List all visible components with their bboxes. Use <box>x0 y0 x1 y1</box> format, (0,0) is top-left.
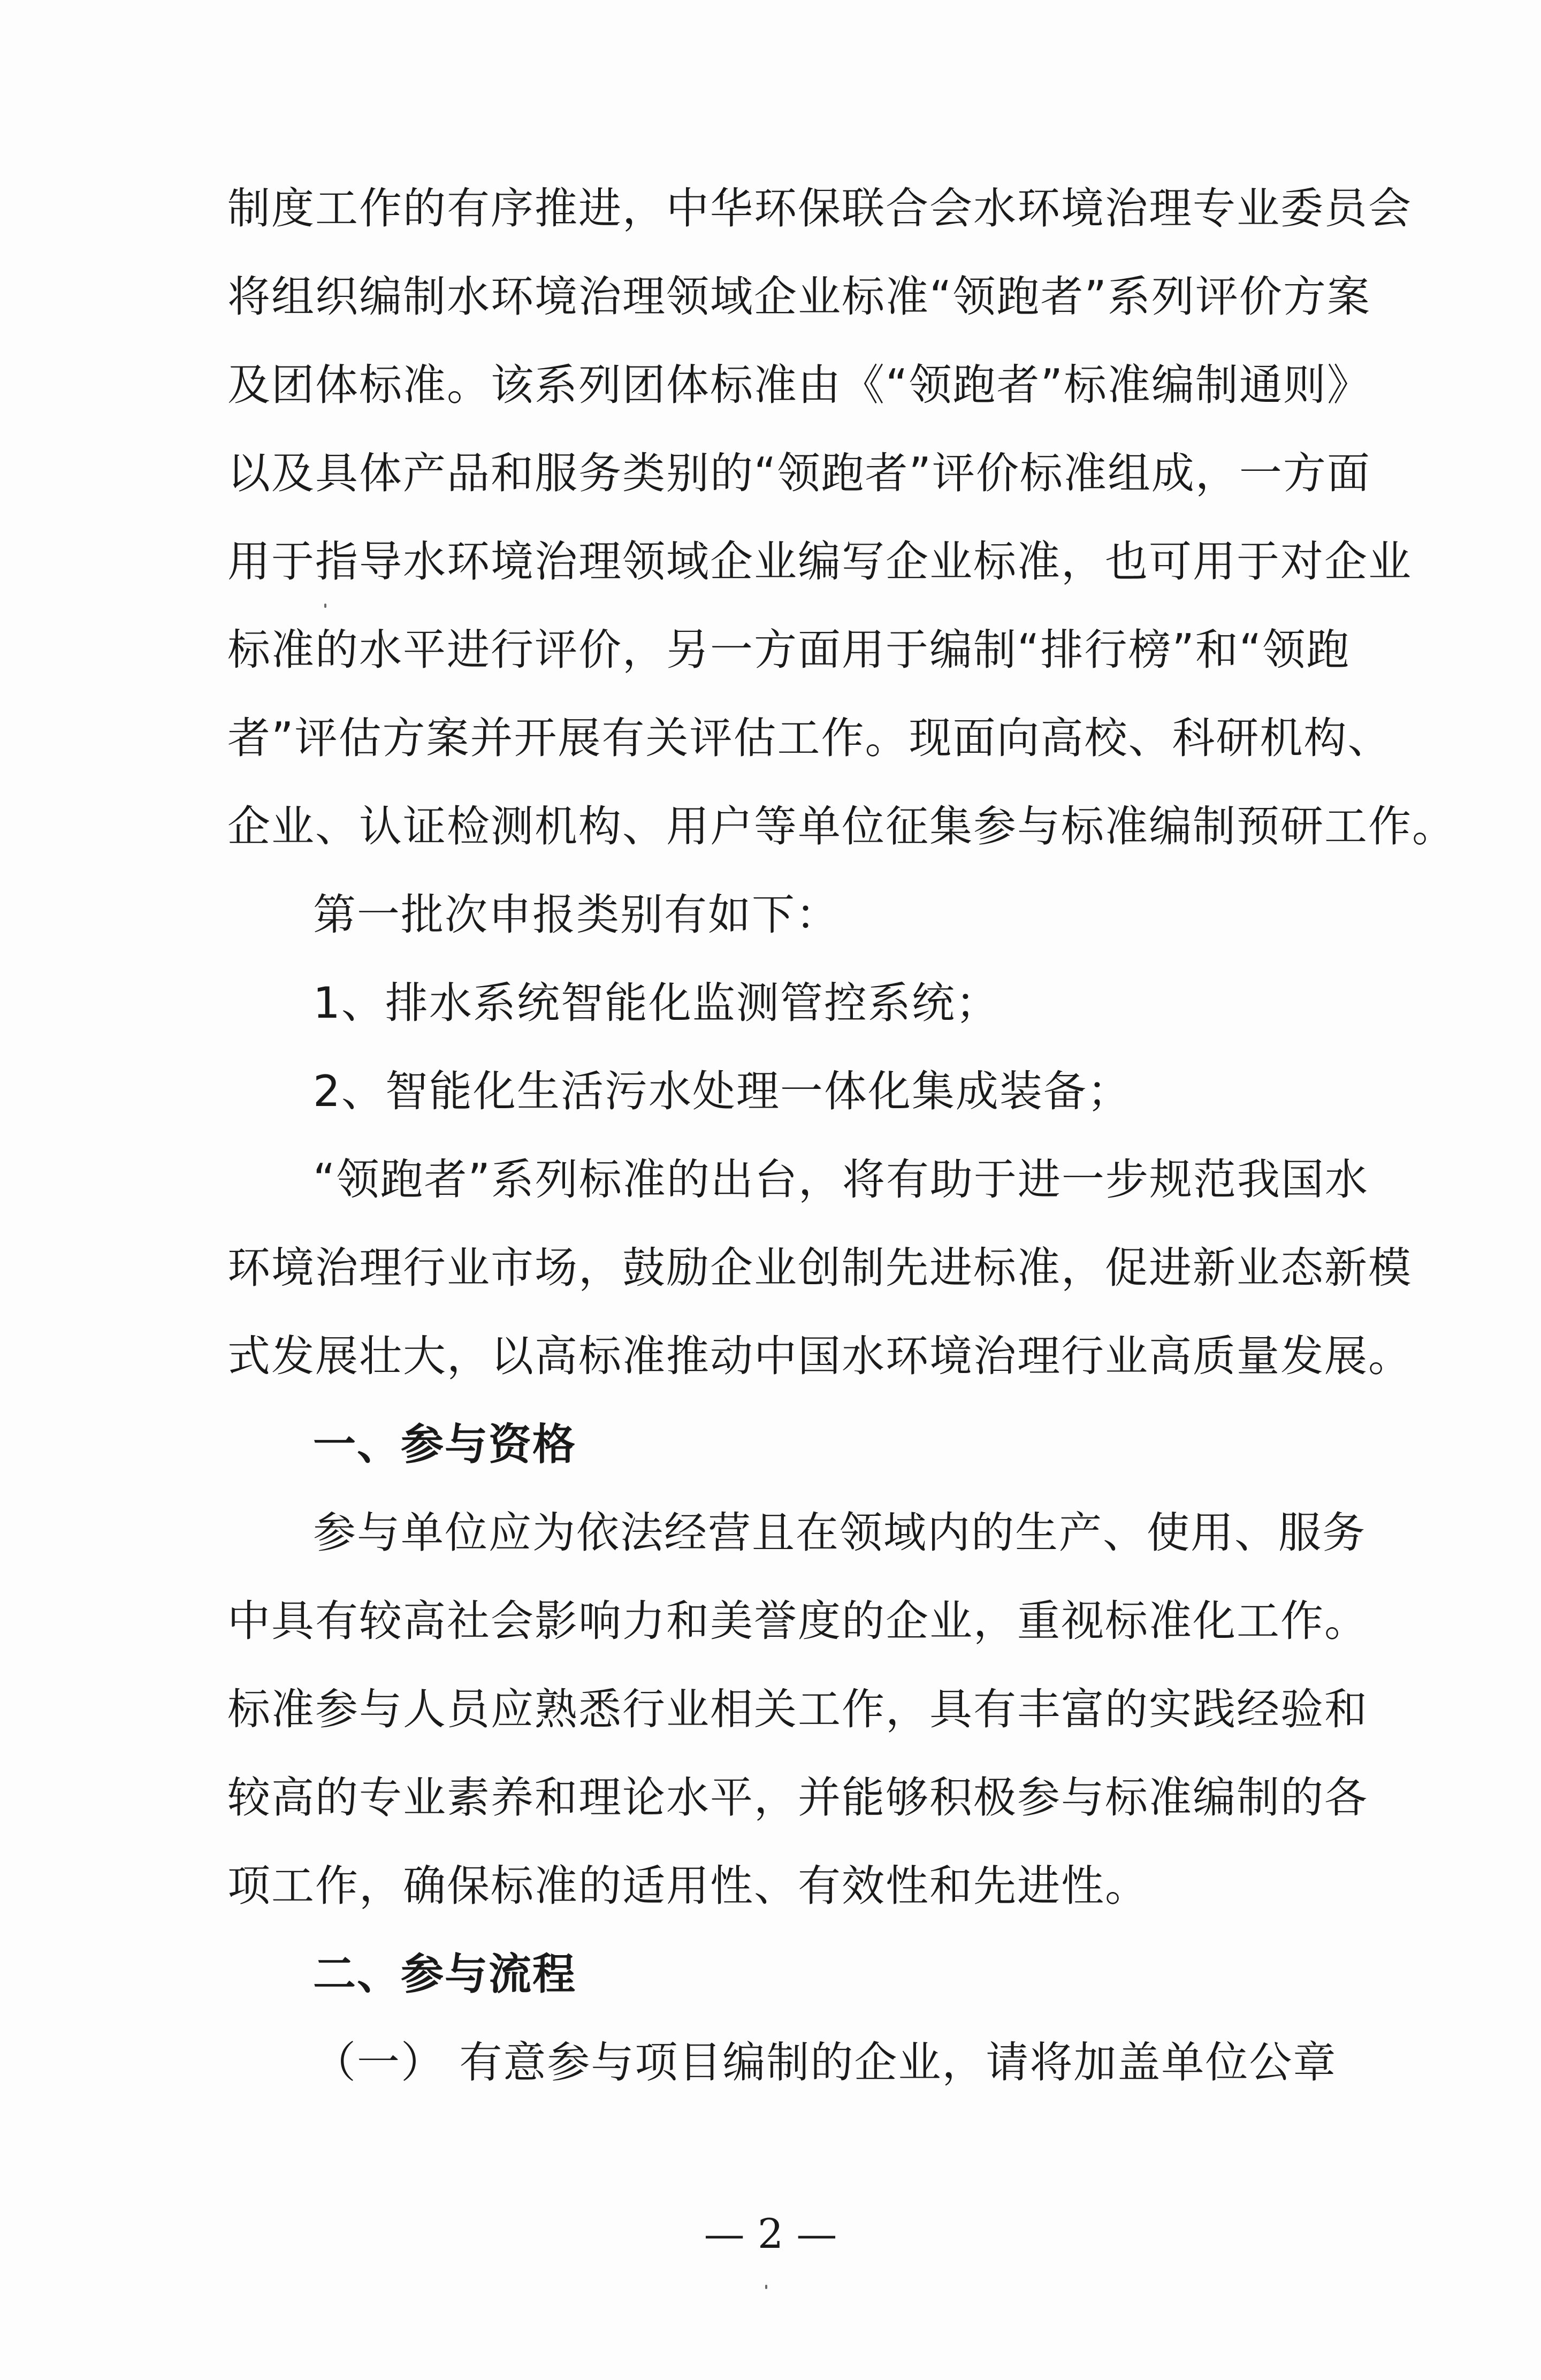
section-heading: 二、参与流程 <box>313 1949 576 1999</box>
body-line: 制度工作的有序推进，中华环保联合会水环境治理专业委员会 <box>227 184 1412 233</box>
body-line: 项工作，确保标准的适用性、有效性和先进性。 <box>227 1861 1149 1911</box>
body-line: 企业、认证检测机构、用户等单位征集参与标准编制预研工作。 <box>227 802 1456 851</box>
body-line: 将组织编制水环境治理领域企业标准“领跑者”系列评价方案 <box>227 272 1371 322</box>
list-item: 1、排水系统智能化监测管控系统； <box>313 978 1000 1028</box>
scan-speck <box>765 2285 767 2289</box>
body-line: （一） 有意参与项目编制的企业，请将加盖单位公章 <box>313 2038 1337 2087</box>
page-number: — 2 — <box>704 2210 837 2257</box>
body-line: 用于指导水环境治理领域企业编写企业标准，也可用于对企业 <box>227 537 1412 586</box>
list-intro: 第一批次申报类别有如下： <box>313 890 840 940</box>
body-line: 参与单位应为依法经营且在领域内的生产、使用、服务 <box>313 1508 1366 1558</box>
scan-speck <box>324 604 326 608</box>
body-line: 标准的水平进行评价，另一方面用于编制“排行榜”和“领跑 <box>227 625 1351 675</box>
body-line: 以及具体产品和服务类别的“领跑者”评价标准组成，一方面 <box>227 448 1371 498</box>
body-line: 较高的专业素养和理论水平，并能够积极参与标准编制的各 <box>227 1773 1368 1822</box>
list-item: 2、智能化生活污水处理一体化集成装备； <box>313 1066 1131 1116</box>
body-line: 及团体标准。该系列团体标准由《“领跑者”标准编制通则》 <box>227 360 1371 410</box>
section-heading: 一、参与资格 <box>313 1420 576 1469</box>
body-line: 标准参与人员应熟悉行业相关工作，具有丰富的实践经验和 <box>227 1684 1368 1734</box>
body-line: 者”评估方案并开展有关评估工作。现面向高校、科研机构、 <box>227 713 1392 763</box>
body-line: 式发展壮大，以高标准推动中国水环境治理行业高质量发展。 <box>227 1331 1412 1381</box>
body-line: “领跑者”系列标准的出台，将有助于进一步规范我国水 <box>313 1155 1369 1204</box>
body-line: 中具有较高社会影响力和美誉度的企业，重视标准化工作。 <box>227 1596 1368 1646</box>
body-line: 环境治理行业市场，鼓励企业创制先进标准，促进新业态新模 <box>227 1243 1412 1293</box>
